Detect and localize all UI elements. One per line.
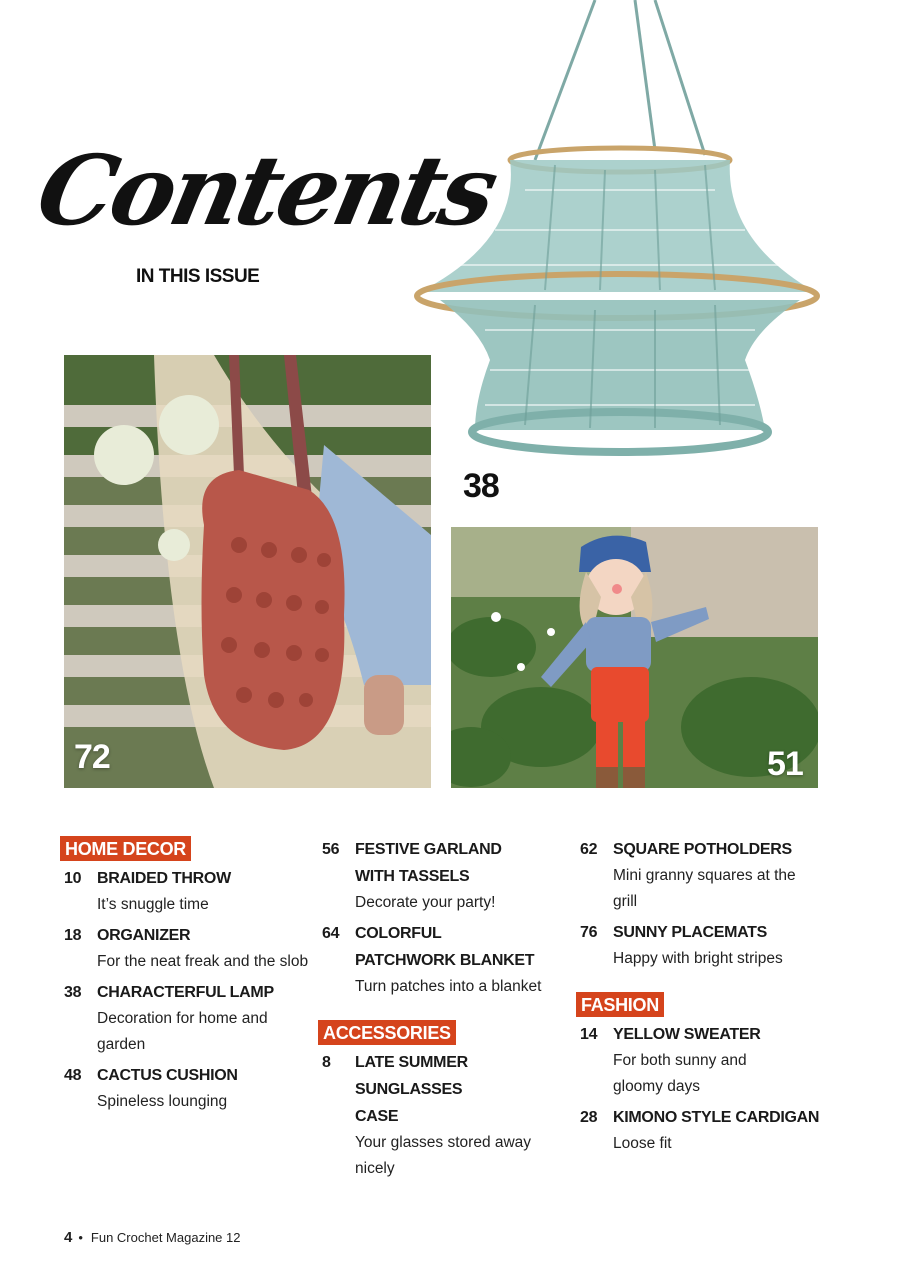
page-title: Contents: [27, 134, 504, 247]
entry-title: BRAIDED THROW: [97, 870, 231, 887]
entry-page-number: 62: [580, 841, 598, 858]
entry-description: For the neat freak and the slob: [97, 953, 309, 970]
section-tag: HOME DECOR: [60, 836, 191, 861]
entry-page-number: 14: [580, 1026, 598, 1043]
section-fashion: [576, 992, 826, 1157]
entry-description: It’s snuggle time: [97, 896, 209, 913]
entry-page-number: 38: [64, 984, 82, 1001]
list-item[interactable]: [576, 836, 826, 915]
footer-publication: Fun Crochet Magazine 12: [90, 1230, 241, 1245]
bag-page-number: 72: [74, 738, 110, 776]
lamp-photo: [405, 0, 825, 470]
entry-title: CHARACTERFUL LAMP: [97, 984, 274, 1001]
entry-title: ORGANIZER: [97, 927, 191, 944]
entry-description: Decoration for home and garden: [97, 1010, 268, 1053]
contents-column-1: [60, 836, 310, 1115]
entry-title: CACTUS CUSHION: [97, 1067, 238, 1084]
entry-description: Spineless lounging: [97, 1093, 228, 1110]
entry-title: COLORFUL PATCHWORK BLANKET: [355, 925, 535, 969]
entry-page-number: 10: [64, 870, 82, 887]
entry-title: SUNNY PLACEMATS: [613, 924, 768, 941]
entry-title: KIMONO STYLE CARDIGAN: [613, 1109, 820, 1126]
entry-description: Your glasses stored away nicely: [355, 1134, 532, 1177]
entry-page-number: 64: [322, 925, 340, 942]
list-item[interactable]: [576, 919, 826, 972]
lamp-page-number: 38: [463, 467, 499, 505]
list-item[interactable]: [318, 1049, 568, 1182]
entry-description: Happy with bright stripes: [613, 950, 783, 967]
section-tag: ACCESSORIES: [318, 1020, 456, 1045]
bag-photo: [64, 355, 431, 788]
entry-title: LATE SUMMER SUNGLASSES CASE: [355, 1054, 468, 1125]
entry-page-number: 18: [64, 927, 82, 944]
entry-description: Turn patches into a blanket: [355, 978, 542, 995]
entry-page-number: 48: [64, 1067, 82, 1084]
entry-title: YELLOW SWEATER: [613, 1026, 761, 1043]
list-item[interactable]: [60, 922, 310, 975]
section-accessories: [318, 1020, 568, 1182]
list-item[interactable]: [318, 836, 568, 916]
list-item[interactable]: [318, 920, 568, 1000]
page-subtitle: IN THIS ISSUE: [136, 266, 260, 287]
doll-photo: [451, 527, 818, 788]
list-item[interactable]: [60, 865, 310, 918]
entry-description: Loose fit: [613, 1135, 672, 1152]
entry-description: Decorate your party!: [355, 894, 496, 911]
contents-column-2: [318, 836, 568, 1182]
entry-title: FESTIVE GARLAND WITH TASSELS: [355, 841, 502, 885]
footer-bullet: •: [78, 1230, 83, 1245]
section-home-decor-continued-2: [576, 836, 826, 972]
footer-page-number: 4: [64, 1229, 73, 1246]
section-home-decor: [60, 836, 310, 1115]
list-item[interactable]: [60, 979, 310, 1058]
entry-page-number: 28: [580, 1109, 598, 1126]
section-tag: FASHION: [576, 992, 664, 1017]
list-item[interactable]: [576, 1104, 826, 1157]
doll-page-number: 51: [767, 745, 803, 783]
page-footer: [64, 1229, 241, 1246]
entry-page-number: 76: [580, 924, 598, 941]
contents-column-3: [576, 836, 826, 1157]
entry-description: For both sunny and gloomy days: [613, 1052, 747, 1095]
list-item[interactable]: [576, 1021, 826, 1100]
list-item[interactable]: [60, 1062, 310, 1115]
section-home-decor-continued: [318, 836, 568, 1000]
entry-title: SQUARE POTHOLDERS: [613, 841, 792, 858]
entry-page-number: 8: [322, 1054, 331, 1071]
entry-page-number: 56: [322, 841, 340, 858]
entry-description: Mini granny squares at the grill: [613, 867, 796, 910]
